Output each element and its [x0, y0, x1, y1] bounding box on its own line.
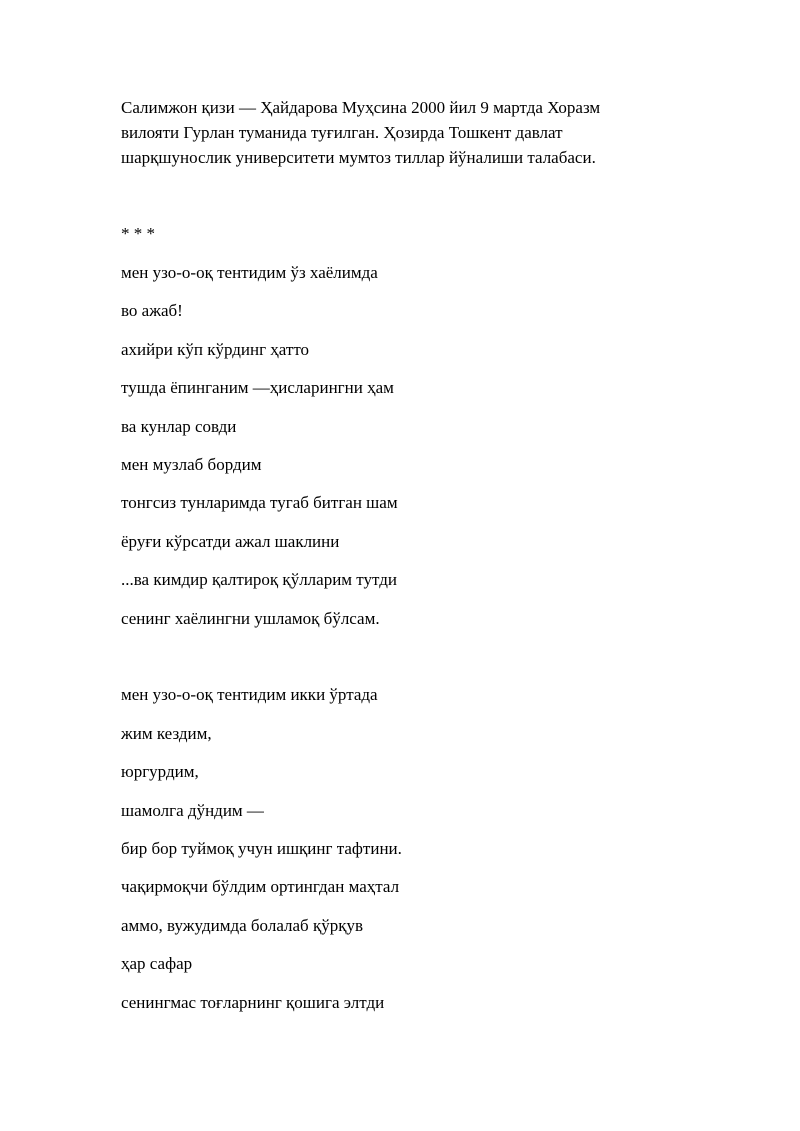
- poem-line: ...ва кимдир қалтироқ қўлларим тутди: [121, 570, 397, 589]
- poem-line: юргурдим,: [121, 762, 199, 781]
- poem-line: сенинг хаёлингни ушламоқ бўлсам.: [121, 609, 380, 628]
- poem-line: тонгсиз тунларимда тугаб битган шам: [121, 493, 398, 512]
- poem-line: сенингмас тоғларнинг қошига элтди: [121, 993, 385, 1012]
- bio-line-3: шарқшунослик университети мумтоз тиллар йўналиши талабаси.: [121, 148, 596, 167]
- poem-line: во ажаб!: [121, 301, 183, 320]
- poem-line: ёруғи кўрсатди ажал шаклини: [121, 532, 340, 551]
- poem-line: шамолга дўндим —: [121, 801, 264, 820]
- bio-line-1: Салимжон қизи — Ҳайдарова Муҳсина 2000 йил 9 мартда Хоразм: [121, 98, 601, 117]
- poem-separator: * * *: [121, 224, 155, 243]
- poem-line: ахийри кўп кўрдинг ҳатто: [121, 340, 310, 359]
- poem-line: аммо, вужудимда болалаб қўрқув: [121, 916, 363, 935]
- bio-line-2: вилояти Гурлан туманида туғилган. Ҳозирда Тошкент давлат: [121, 123, 563, 142]
- poem-line: чақирмоқчи бўлдим ортингдан маҳтал: [121, 877, 400, 896]
- poem-line: мен узо-о-оқ тентидим ўз хаёлимда: [121, 263, 378, 282]
- poem-line: ҳар сафар: [121, 954, 193, 973]
- author-bio: [121, 95, 721, 170]
- poem-line: ва кунлар совди: [121, 417, 237, 436]
- poem-line: мен узо-о-оқ тентидим икки ўртада: [121, 685, 378, 704]
- poem-line: бир бор туймоқ учун ишқинг тафтини.: [121, 839, 402, 858]
- poem-line: жим кездим,: [121, 724, 212, 743]
- poem-line: мен музлаб бордим: [121, 455, 262, 474]
- poem-line: тушда ёпинганим —ҳисларингни ҳам: [121, 378, 394, 397]
